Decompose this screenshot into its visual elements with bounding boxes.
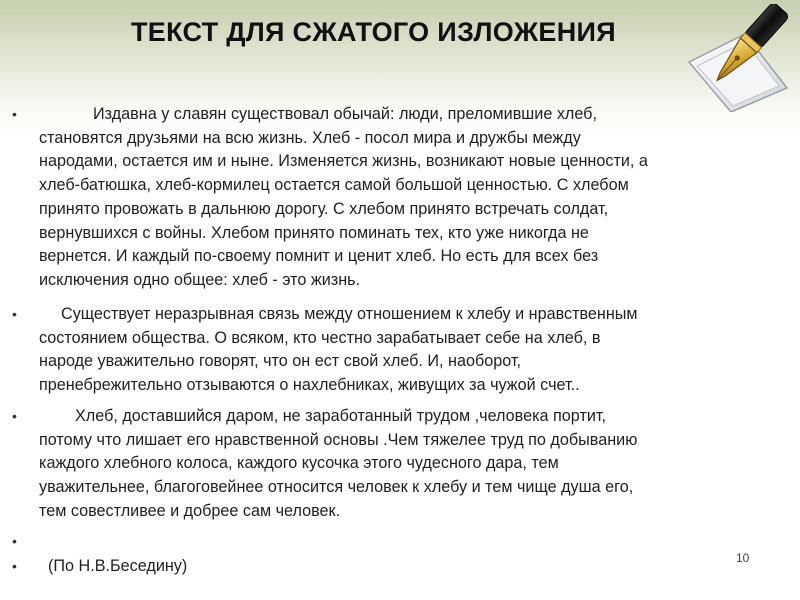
source-citation: (По Н.В.Беседину) <box>48 557 188 575</box>
bullet: • <box>12 533 17 549</box>
paragraph: Существует неразрывная связь между отношением к хлебу и нравственным состоянием общества. О всяком, кто честно зарабатывает себе на хлеб, в народе уважительно говорят, что он ест свой хлеб. И, наоборот, пренебрежительно отзываются о нахлебниках, живущих за чужой счет.. <box>39 305 638 395</box>
bullet: • <box>12 306 17 322</box>
paragraph: Издавна у славян существовал обычай: люди, преломившие хлеб, становятся друзьями на всю жизнь. Хлеб - посол мира и дружбы между народами, остается им и ныне. Изменяется жизнь, возникают новые ценности, а хлеб-батюшка, хлеб-кормилец остается самой большой ценностью. С хлебом принято провожать в дальнюю дорогу. С хлебом принято встречать солдат, вернувшихся с войны. Хлебом принято поминать тех, кто уже никогда не вернется. И каждый по-своему помнит и ценит хлеб. Но есть для всех без исключения одно общее: хлеб - это жизнь. <box>39 105 648 289</box>
bullet: • <box>12 106 17 122</box>
slide-number: 10 <box>736 551 750 565</box>
fountain-pen-icon <box>675 4 795 112</box>
paragraph: Хлеб, доставшийся даром, не заработанный трудом ,человека портит, потому что лишает его нравственной основы .Чем тяжелее труд по добыванию каждого хлебного колоса, каждого кусочка этого чудесного дара, тем уважительнее, благоговейнее относится человек к хлебу и тем чище душа его, тем совестливее и добрее сам человек. <box>39 407 638 520</box>
bullet: • <box>12 558 17 574</box>
slide-title: ТЕКСТ ДЛЯ СЖАТОГО ИЗЛОЖЕНИЯ <box>131 17 616 47</box>
bullet: • <box>12 408 17 424</box>
